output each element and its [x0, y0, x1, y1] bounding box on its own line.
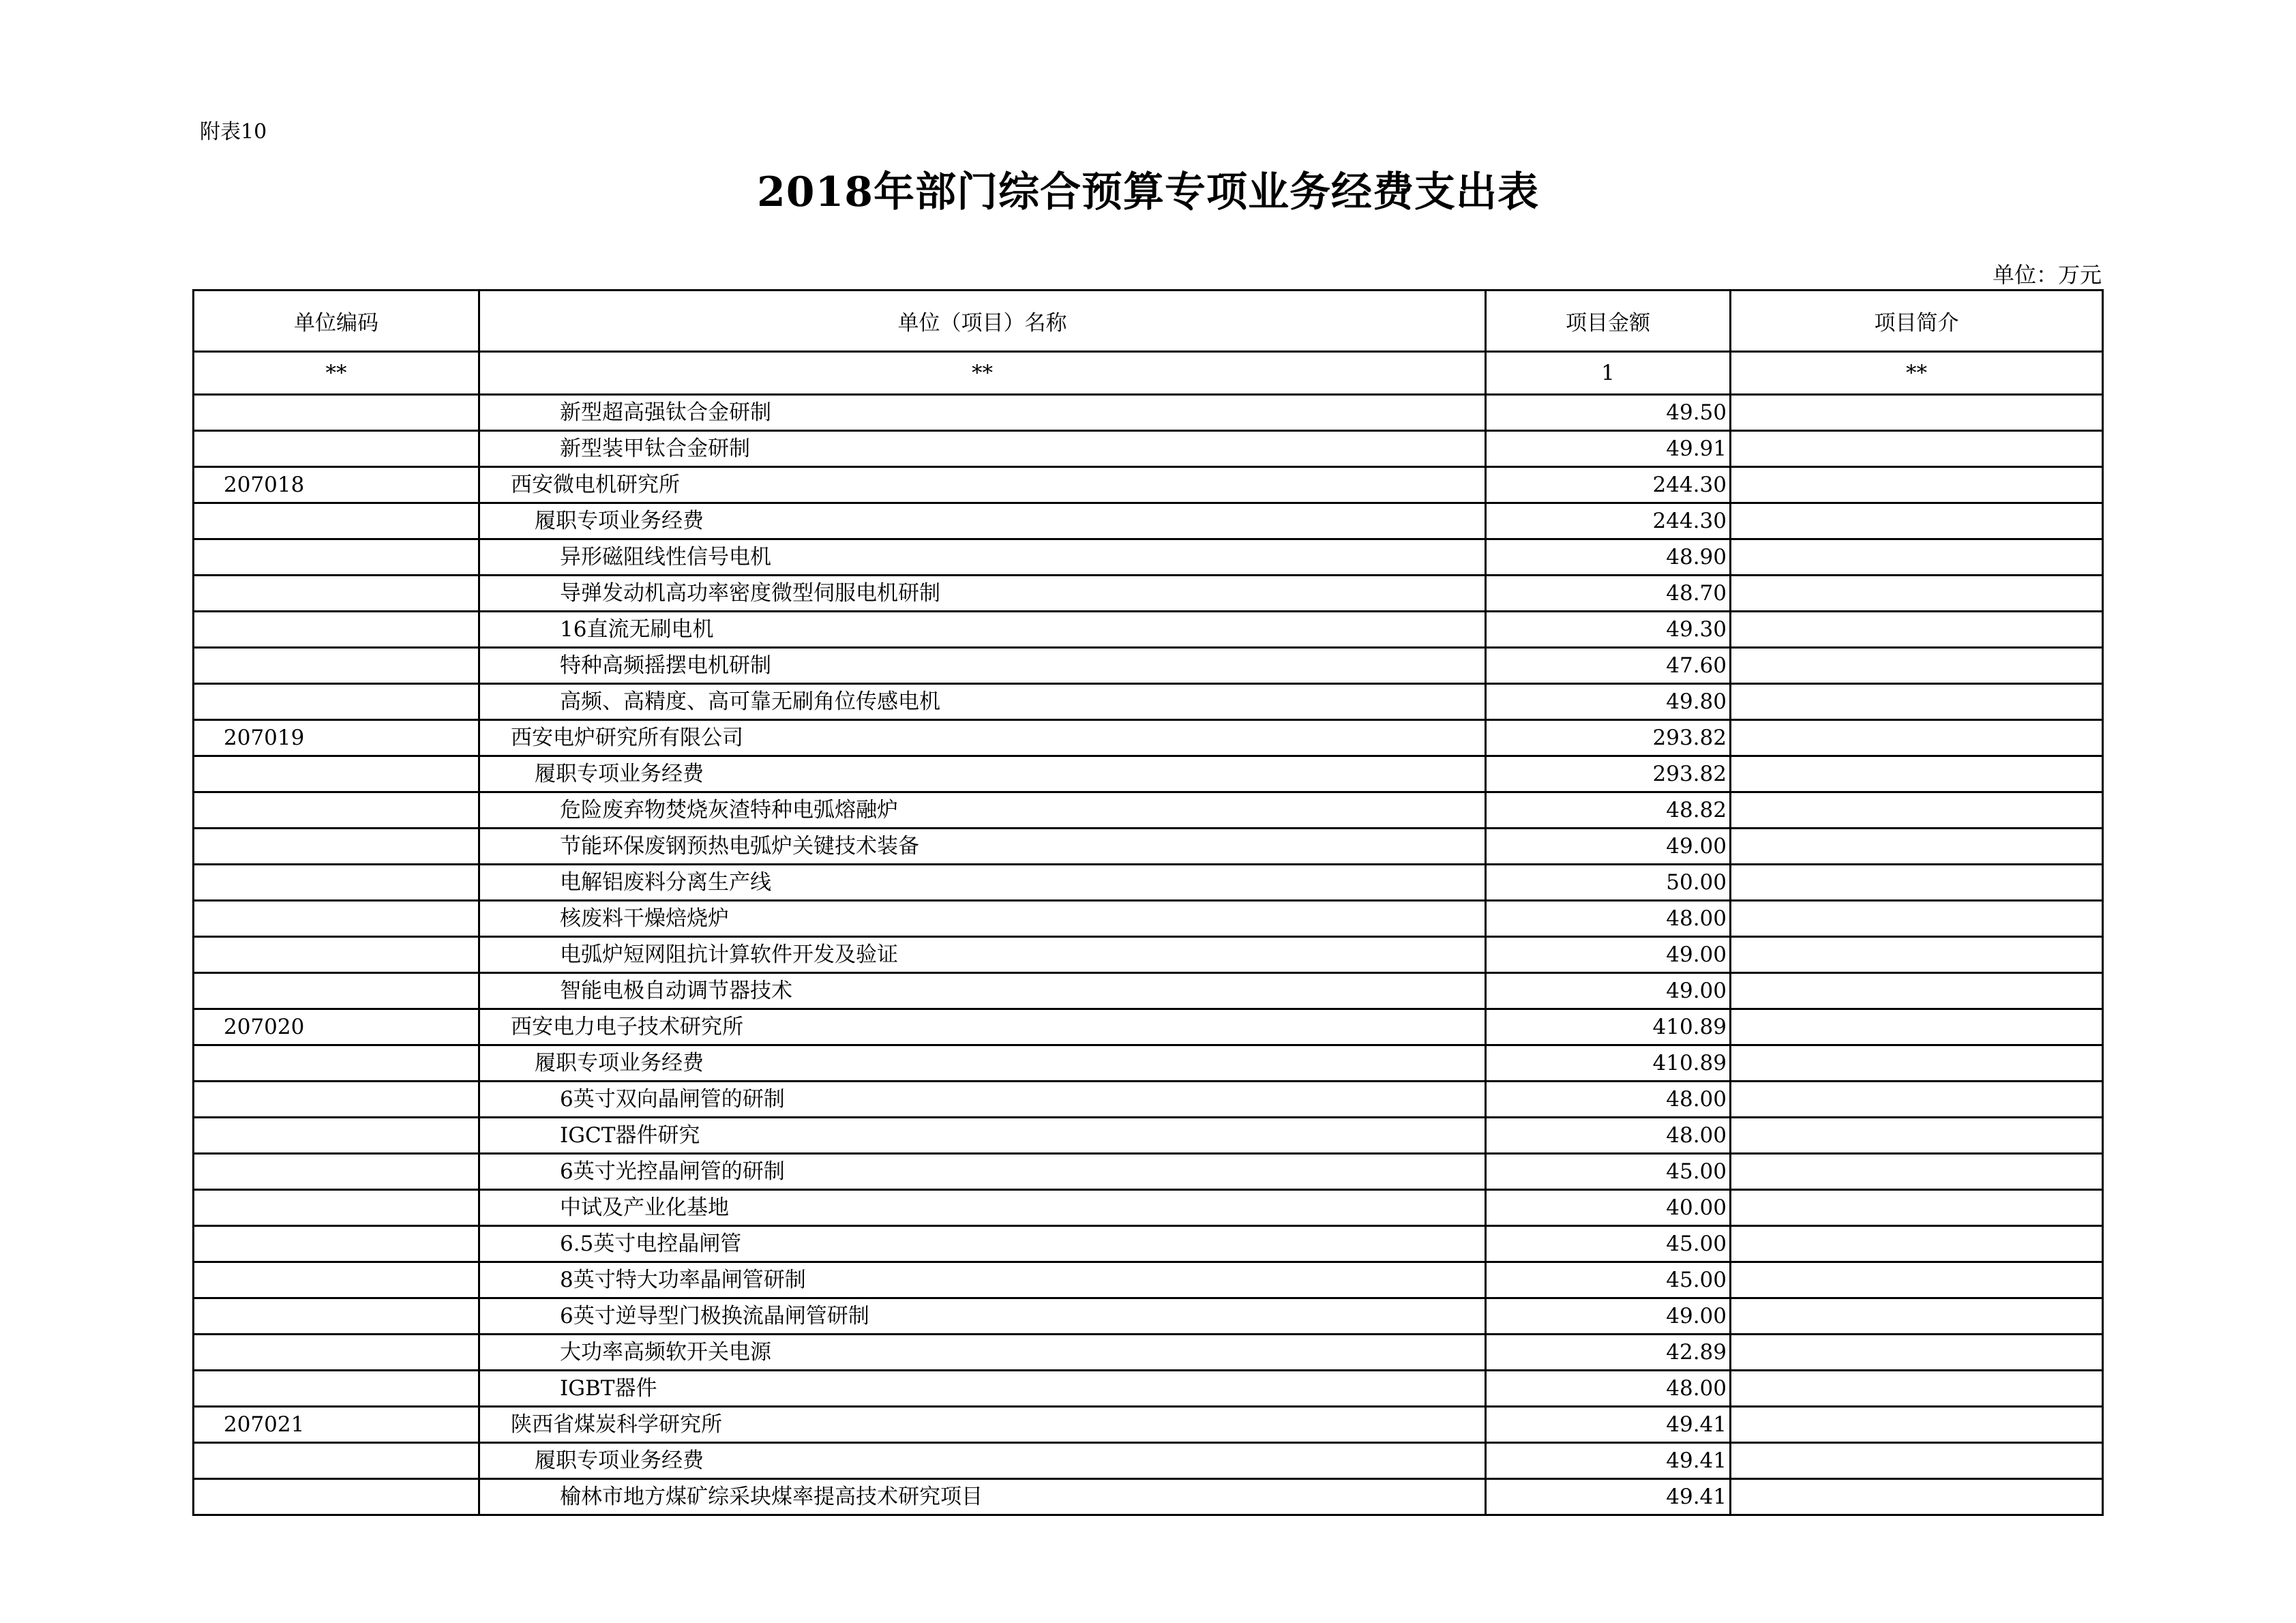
cell-intro — [1731, 792, 2103, 829]
table-row — [194, 1009, 2103, 1045]
table-row — [194, 1118, 2103, 1154]
cell-name: 高频、高精度、高可靠无刷角位传感电机 — [479, 684, 1486, 720]
cell-name: 陕西省煤炭科学研究所 — [479, 1407, 1486, 1443]
cell-amount: 47.60 — [1486, 648, 1731, 684]
cell-code — [194, 503, 479, 539]
cell-code: 207020 — [194, 1009, 479, 1045]
cell-name: 履职专项业务经费 — [479, 1045, 1486, 1082]
table-row — [194, 431, 2103, 467]
cell-amount: 42.89 — [1486, 1335, 1731, 1371]
table-row — [194, 1262, 2103, 1298]
table-row — [194, 829, 2103, 865]
cell-name: 西安微电机研究所 — [479, 467, 1486, 503]
cell-intro — [1731, 829, 2103, 865]
attachment-label: 附表10 — [200, 120, 267, 144]
cell-code — [194, 756, 479, 792]
table-row — [194, 1298, 2103, 1335]
cell-code — [194, 1154, 479, 1190]
cell-intro — [1731, 503, 2103, 539]
cell-name: 6英寸逆导型门极换流晶闸管研制 — [479, 1298, 1486, 1335]
index-row — [194, 352, 2103, 395]
cell-code — [194, 1479, 479, 1515]
table-row — [194, 937, 2103, 973]
cell-name: 履职专项业务经费 — [479, 756, 1486, 792]
cell-name: 榆林市地方煤矿综采块煤率提高技术研究项目 — [479, 1479, 1486, 1515]
cell-intro — [1731, 756, 2103, 792]
table-row — [194, 1045, 2103, 1082]
cell-amount: 48.00 — [1486, 1371, 1731, 1407]
cell-name: 西安电力电子技术研究所 — [479, 1009, 1486, 1045]
header-name: 单位（项目）名称 — [479, 291, 1486, 352]
table-row — [194, 901, 2103, 937]
cell-intro — [1731, 937, 2103, 973]
cell-intro — [1731, 467, 2103, 503]
cell-amount: 48.82 — [1486, 792, 1731, 829]
cell-intro — [1731, 1190, 2103, 1226]
table-row — [194, 612, 2103, 648]
cell-name: 电弧炉短网阻抗计算软件开发及验证 — [479, 937, 1486, 973]
index-amount: 1 — [1486, 352, 1731, 395]
header-amount: 项目金额 — [1486, 291, 1731, 352]
cell-name: IGBT器件 — [479, 1371, 1486, 1407]
cell-amount: 48.70 — [1486, 576, 1731, 612]
cell-intro — [1731, 1443, 2103, 1479]
table-row — [194, 1371, 2103, 1407]
cell-intro — [1731, 1335, 2103, 1371]
cell-code — [194, 1262, 479, 1298]
table-row — [194, 1335, 2103, 1371]
cell-code — [194, 1371, 479, 1407]
table-row — [194, 539, 2103, 576]
cell-name: 危险废弃物焚烧灰渣特种电弧熔融炉 — [479, 792, 1486, 829]
cell-amount: 49.00 — [1486, 829, 1731, 865]
cell-name: 智能电极自动调节器技术 — [479, 973, 1486, 1009]
cell-intro — [1731, 1082, 2103, 1118]
cell-code — [194, 612, 479, 648]
cell-code — [194, 1226, 479, 1262]
cell-amount: 49.80 — [1486, 684, 1731, 720]
index-code: ** — [194, 352, 479, 395]
cell-intro — [1731, 684, 2103, 720]
cell-intro — [1731, 1045, 2103, 1082]
cell-intro — [1731, 973, 2103, 1009]
header-code: 单位编码 — [194, 291, 479, 352]
cell-amount: 40.00 — [1486, 1190, 1731, 1226]
cell-name: 中试及产业化基地 — [479, 1190, 1486, 1226]
table-row — [194, 467, 2103, 503]
cell-code — [194, 431, 479, 467]
cell-code — [194, 684, 479, 720]
cell-amount: 50.00 — [1486, 865, 1731, 901]
cell-code — [194, 1443, 479, 1479]
cell-name: 6.5英寸电控晶闸管 — [479, 1226, 1486, 1262]
cell-code — [194, 1045, 479, 1082]
cell-intro — [1731, 1009, 2103, 1045]
cell-name: 核废料干燥焙烧炉 — [479, 901, 1486, 937]
cell-name: 履职专项业务经费 — [479, 1443, 1486, 1479]
cell-code — [194, 901, 479, 937]
cell-amount: 49.00 — [1486, 1298, 1731, 1335]
cell-amount: 48.00 — [1486, 1118, 1731, 1154]
index-intro: ** — [1731, 352, 2103, 395]
cell-name: 8英寸特大功率晶闸管研制 — [479, 1262, 1486, 1298]
cell-intro — [1731, 1371, 2103, 1407]
header-row — [194, 291, 2103, 352]
table-row — [194, 684, 2103, 720]
cell-amount: 48.00 — [1486, 901, 1731, 937]
page-title: 2018年部门综合预算专项业务经费支出表 — [757, 168, 1539, 216]
cell-name: 新型装甲钛合金研制 — [479, 431, 1486, 467]
cell-name: 6英寸双向晶闸管的研制 — [479, 1082, 1486, 1118]
cell-name: 新型超高强钛合金研制 — [479, 395, 1486, 431]
table-row — [194, 576, 2103, 612]
cell-amount: 45.00 — [1486, 1226, 1731, 1262]
header-intro: 项目简介 — [1731, 291, 2103, 352]
cell-intro — [1731, 1479, 2103, 1515]
cell-intro — [1731, 1226, 2103, 1262]
cell-name: IGCT器件研究 — [479, 1118, 1486, 1154]
cell-name: 节能环保废钢预热电弧炉关键技术装备 — [479, 829, 1486, 865]
cell-amount: 49.41 — [1486, 1407, 1731, 1443]
cell-code — [194, 1118, 479, 1154]
cell-amount: 410.89 — [1486, 1045, 1731, 1082]
table-row — [194, 648, 2103, 684]
cell-intro — [1731, 1262, 2103, 1298]
table-row — [194, 503, 2103, 539]
table-row — [194, 1154, 2103, 1190]
cell-intro — [1731, 901, 2103, 937]
cell-intro — [1731, 576, 2103, 612]
table-row — [194, 756, 2103, 792]
cell-amount: 49.00 — [1486, 973, 1731, 1009]
cell-name: 6英寸光控晶闸管的研制 — [479, 1154, 1486, 1190]
cell-amount: 244.30 — [1486, 467, 1731, 503]
cell-amount: 410.89 — [1486, 1009, 1731, 1045]
table-row — [194, 720, 2103, 756]
table-row — [194, 1479, 2103, 1515]
cell-code — [194, 1082, 479, 1118]
cell-intro — [1731, 1118, 2103, 1154]
cell-intro — [1731, 648, 2103, 684]
cell-amount: 293.82 — [1486, 720, 1731, 756]
cell-code: 207021 — [194, 1407, 479, 1443]
table-row — [194, 792, 2103, 829]
cell-code — [194, 1298, 479, 1335]
cell-intro — [1731, 431, 2103, 467]
cell-name: 特种高频摇摆电机研制 — [479, 648, 1486, 684]
cell-code: 207018 — [194, 467, 479, 503]
cell-amount: 49.50 — [1486, 395, 1731, 431]
cell-code — [194, 395, 479, 431]
cell-code — [194, 1190, 479, 1226]
cell-intro — [1731, 1298, 2103, 1335]
cell-code — [194, 973, 479, 1009]
cell-name: 大功率高频软开关电源 — [479, 1335, 1486, 1371]
cell-code — [194, 829, 479, 865]
cell-intro — [1731, 395, 2103, 431]
table-row — [194, 973, 2103, 1009]
cell-name: 履职专项业务经费 — [479, 503, 1486, 539]
cell-amount: 293.82 — [1486, 756, 1731, 792]
cell-code — [194, 1335, 479, 1371]
cell-amount: 48.90 — [1486, 539, 1731, 576]
cell-intro — [1731, 865, 2103, 901]
cell-amount: 49.41 — [1486, 1479, 1731, 1515]
cell-code — [194, 648, 479, 684]
cell-code — [194, 937, 479, 973]
table-row — [194, 395, 2103, 431]
table-row — [194, 1443, 2103, 1479]
budget-table — [192, 289, 2104, 1516]
table-row — [194, 1407, 2103, 1443]
cell-name: 西安电炉研究所有限公司 — [479, 720, 1486, 756]
cell-intro — [1731, 1407, 2103, 1443]
index-name: ** — [479, 352, 1486, 395]
cell-name: 16直流无刷电机 — [479, 612, 1486, 648]
table-row — [194, 865, 2103, 901]
cell-amount: 49.30 — [1486, 612, 1731, 648]
cell-amount: 49.91 — [1486, 431, 1731, 467]
cell-intro — [1731, 1154, 2103, 1190]
cell-code — [194, 792, 479, 829]
cell-amount: 45.00 — [1486, 1262, 1731, 1298]
cell-amount: 48.00 — [1486, 1082, 1731, 1118]
cell-name: 电解铝废料分离生产线 — [479, 865, 1486, 901]
cell-amount: 49.41 — [1486, 1443, 1731, 1479]
cell-intro — [1731, 612, 2103, 648]
cell-code — [194, 539, 479, 576]
cell-code — [194, 865, 479, 901]
unit-label: 单位：万元 — [1992, 262, 2102, 288]
cell-name: 导弹发动机高功率密度微型伺服电机研制 — [479, 576, 1486, 612]
cell-name: 异形磁阻线性信号电机 — [479, 539, 1486, 576]
cell-code: 207019 — [194, 720, 479, 756]
cell-amount: 244.30 — [1486, 503, 1731, 539]
cell-amount: 45.00 — [1486, 1154, 1731, 1190]
cell-code — [194, 576, 479, 612]
cell-intro — [1731, 539, 2103, 576]
cell-amount: 49.00 — [1486, 937, 1731, 973]
cell-intro — [1731, 720, 2103, 756]
table-row — [194, 1190, 2103, 1226]
table-row — [194, 1226, 2103, 1262]
table-row — [194, 1082, 2103, 1118]
